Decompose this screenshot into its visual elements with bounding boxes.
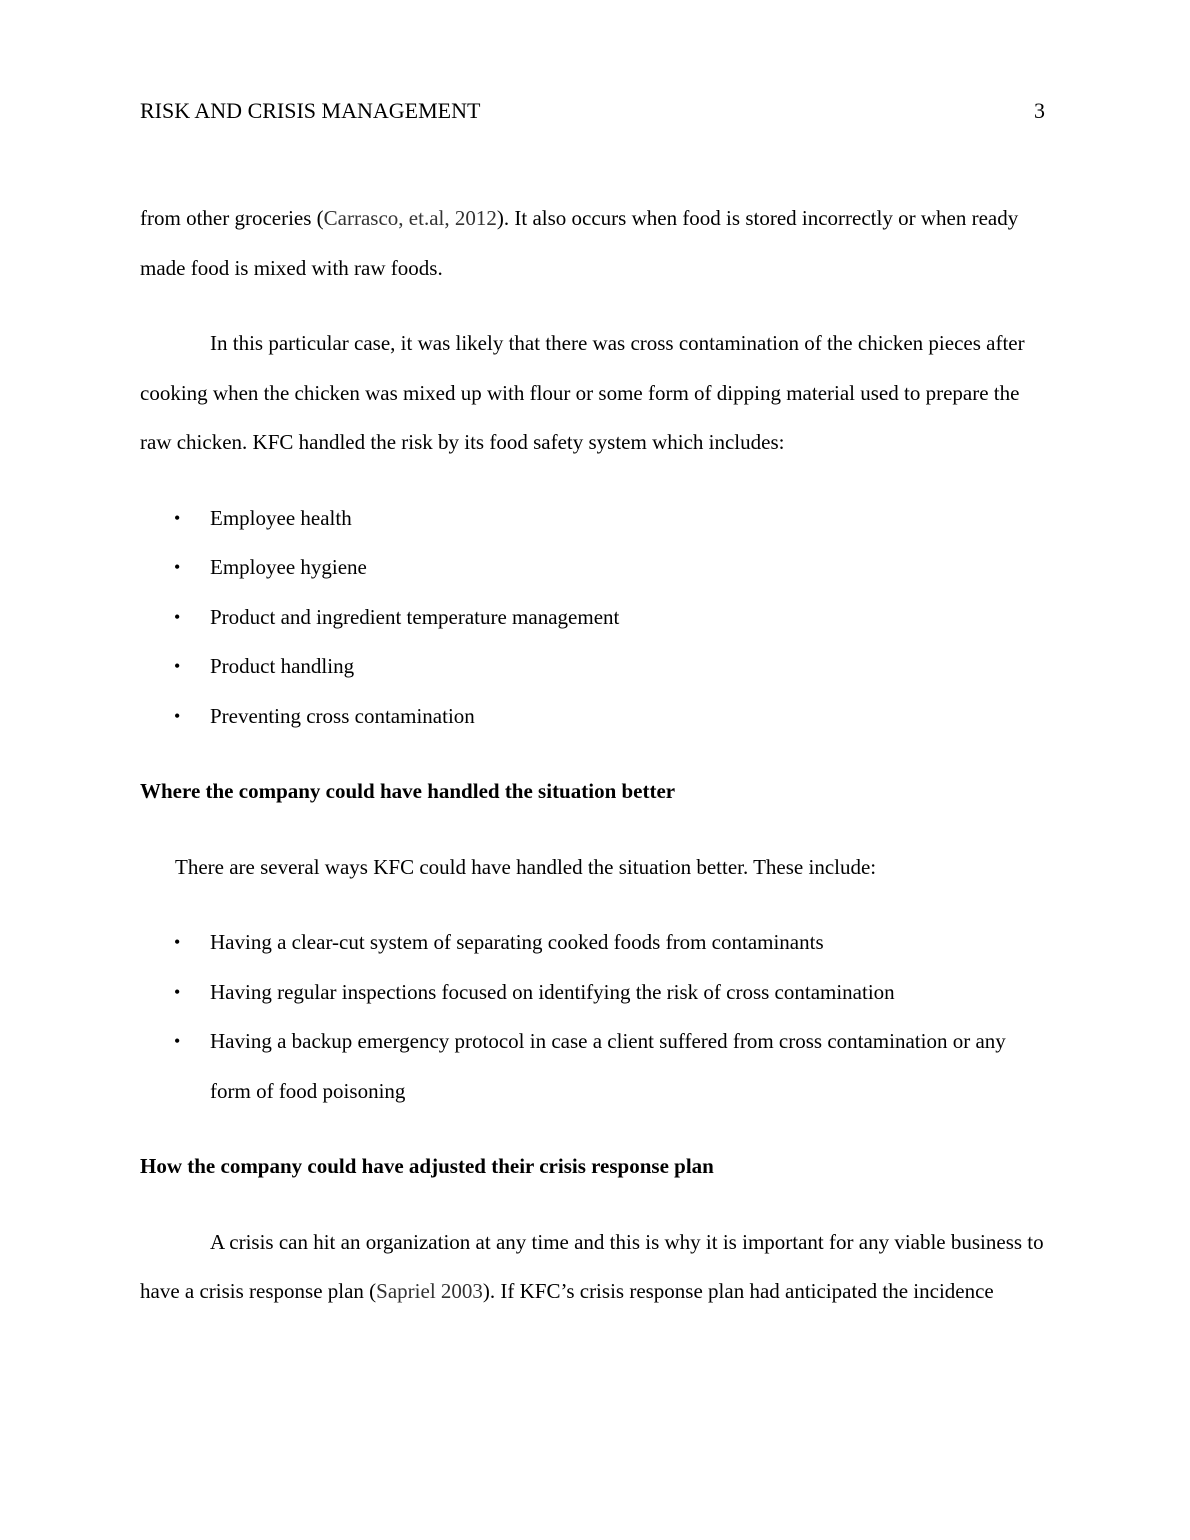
citation-sapriel: Sapriel 2003	[376, 1279, 483, 1303]
list-item: • Employee health	[140, 494, 1045, 544]
paragraph-4: A crisis can hit an organization at any time and this is why it is important for any viable business to have a crisis response plan (Sapriel 2003). If KFC’s crisis response plan had anticipated the incidence	[140, 1229, 1044, 1303]
section-heading-crisis-plan: How the company could have adjusted their crisis response plan	[140, 1154, 714, 1178]
bullet-icon: •	[174, 606, 181, 627]
bullet-icon: •	[174, 705, 181, 726]
food-safety-list	[140, 494, 1045, 742]
bullet-icon: •	[174, 932, 181, 952]
bullet-icon: •	[174, 981, 181, 1002]
page-number: 3	[1034, 98, 1045, 123]
paragraph-1: from other groceries (Carrasco, et.al, 2012). It also occurs when food is stored incorrectly or when ready made food is mixed with raw foods.	[140, 206, 1019, 280]
paragraph-3: There are several ways KFC could have handled the situation better. These include:	[175, 854, 877, 879]
bullet-icon: •	[174, 557, 181, 577]
list-item: • Having a clear-cut system of separating cooked foods from contaminants	[140, 918, 1045, 968]
running-head: RISK AND CRISIS MANAGEMENT	[140, 98, 481, 123]
citation-carrasco: Carrasco, et.al, 2012	[323, 206, 497, 230]
list-item: • Product handling	[140, 642, 1045, 692]
improvements-list	[140, 918, 1045, 1116]
document-body	[140, 194, 1045, 1317]
list-item: • Having regular inspections focused on identifying the risk of cross contamination	[140, 968, 1045, 1018]
bullet-icon: •	[174, 507, 181, 528]
list-item: • Product and ingredient temperature management	[140, 593, 1045, 643]
section-heading-handled-better: Where the company could have handled the situation better	[140, 779, 676, 803]
list-item: • Preventing cross contamination	[140, 692, 1045, 742]
bullet-icon: •	[174, 656, 181, 676]
list-item: • Having a backup emergency protocol in case a client suffered from cross contamination or any form of food poisoning	[140, 1017, 1045, 1116]
paragraph-2: In this particular case, it was likely that there was cross contamination of the chicken pieces after cooking when the chicken was mixed up with flour or some form of dipping material used to prepare the raw chicken. KFC handled the risk by its food safety system which includes:	[140, 331, 1025, 454]
page-header	[140, 98, 1045, 126]
list-item: • Employee hygiene	[140, 543, 1045, 593]
bullet-icon: •	[174, 1031, 181, 1051]
